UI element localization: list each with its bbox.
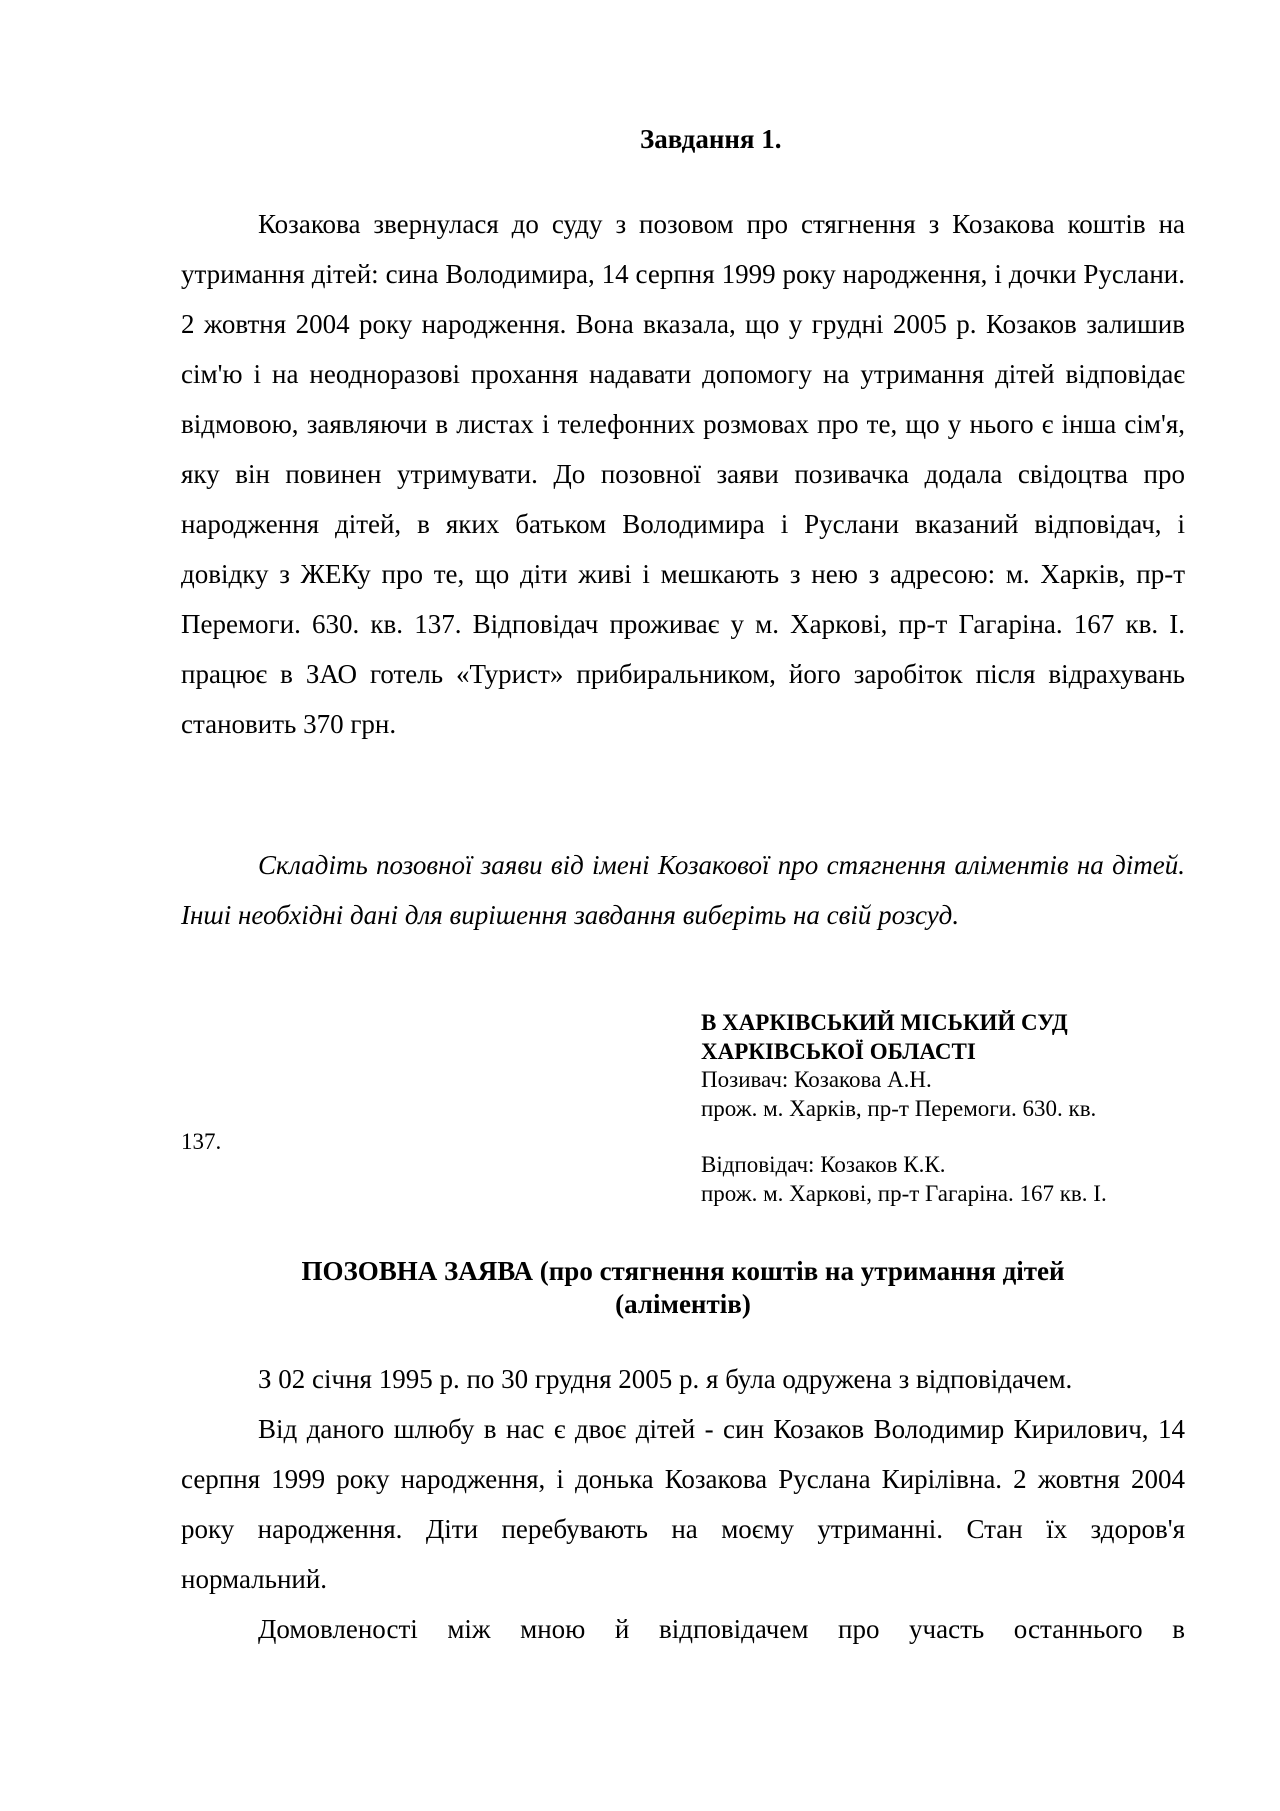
task-description: Козакова звернулася до суду з позовом про стягнення з Козакова коштів на утримання дітей: сина Володимира, 14 серпня 1999 року народження, і дочки Руслани. 2 жовтня 2004 року народження. Вона вказала, що у грудні 2005 р. Козаков залишив сім'ю і на неодноразові прохання надавати допомогу на утримання дітей відповідає відмовою, заявляючи в листах і телефонних розмовах про те, що у нього є інша сім'я, яку він повинен утримувати. До позовної заяви позивачка додала свідоцтва про народження дітей, в яких батьком Володимира і Руслани вказаний відповідач, і довідку з ЖЕКу про те, що діти живі і мешкають з нею з адресою: м. Харків, пр-т Перемоги. 630. кв. 137. Відповідач проживає у м. Харкові, пр-т Гагаріна. 167 кв. І. працює в ЗАО готель «Турист» прибиральником, його заробіток після відрахувань становить 370 грн. (181, 209, 1185, 739)
header-spacer (701, 1123, 1181, 1151)
task-instruction: Складіть позовної заяви від імені Козакової про стягнення аліментів на дітей. Інші необхідні дані для вирішення завдання виберіть на свій розсуд. (181, 850, 1185, 930)
claim-title-line1: ПОЗОВНА ЗАЯВА (про стягнення коштів на утримання дітей (301, 1256, 1065, 1286)
plaintiff-name: Позивач: Козакова А.Н. (701, 1067, 932, 1092)
claim-body (181, 1354, 1185, 1654)
claim-header-block (701, 1009, 1181, 1208)
plaintiff-address: прож. м. Харків, пр-т Перемоги. 630. кв. (701, 1095, 1097, 1121)
plaintiff-address-tail: 137. (181, 1129, 222, 1154)
defendant-address: прож. м. Харкові, пр-т Гагаріна. 167 кв. І. (701, 1180, 1107, 1206)
claim-title (181, 1255, 1185, 1321)
task-heading: Завдання 1. (640, 124, 782, 154)
defendant-name: Відповідач: Козаков К.К. (701, 1152, 946, 1177)
claim-paragraph: З 02 січня 1995 р. по 30 грудня 2005 р. я була одружена з відповідачем. (258, 1364, 1073, 1394)
claim-paragraph: Від даного шлюбу в нас є двоє дітей - син Козаков Володимир Кирилович, 14 серпня 1999 року народження, і донька Козакова Руслана Кирілівна. 2 жовтня 2004 року народження. Діти перебувають на моєму утриманні. Стан їх здоров'я нормальний. (181, 1414, 1185, 1594)
claim-paragraph: Домовленості між мною й відповідачем про участь останнього в (258, 1614, 1185, 1644)
claim-title-line2: (аліментів) (615, 1289, 751, 1319)
court-name-line1: В ХАРКІВСЬКИЙ МІСЬКИЙ СУД (701, 1010, 1068, 1035)
court-name-line2: ХАРКІВСЬКОЇ ОБЛАСТІ (701, 1038, 976, 1064)
